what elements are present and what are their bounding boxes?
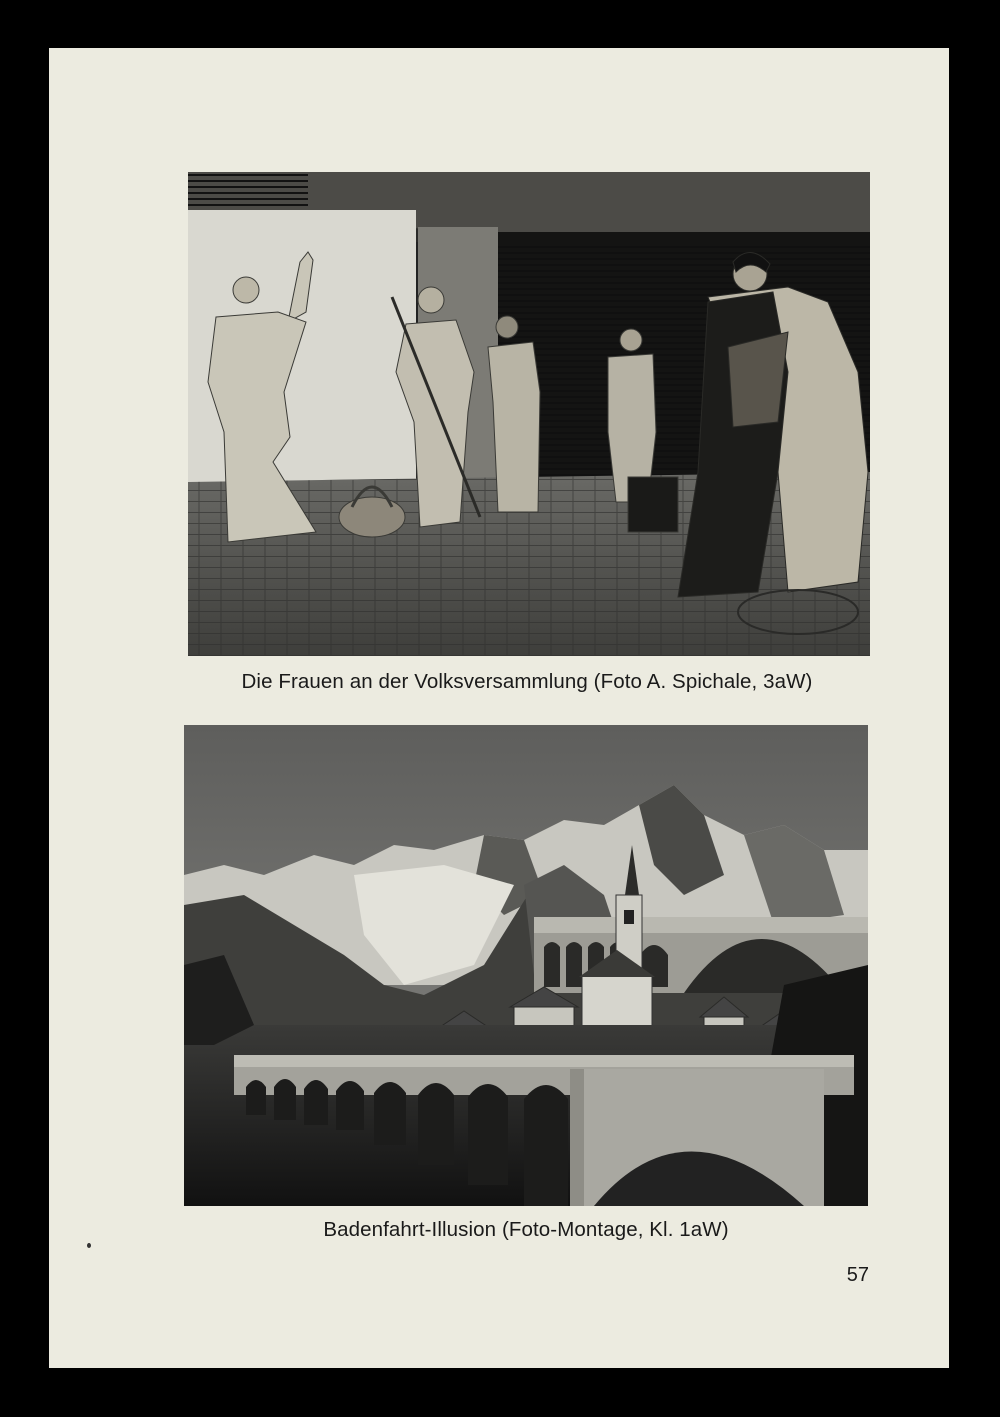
book-page bbox=[49, 48, 949, 1368]
photo-caption: Die Frauen an der Volksversammlung (Foto A. Spichale, 3aW) bbox=[241, 670, 813, 693]
photo-badenfahrt-montage bbox=[184, 725, 868, 1206]
photo-women-assembly bbox=[188, 172, 870, 656]
dust-speck bbox=[87, 1243, 91, 1248]
photo-women-assembly-image bbox=[188, 172, 870, 656]
photo-caption: Badenfahrt-Illusion (Foto-Montage, Kl. 1aW) bbox=[323, 1218, 729, 1241]
page-number: 57 bbox=[846, 1264, 869, 1286]
photo-badenfahrt-montage-image bbox=[184, 725, 868, 1206]
